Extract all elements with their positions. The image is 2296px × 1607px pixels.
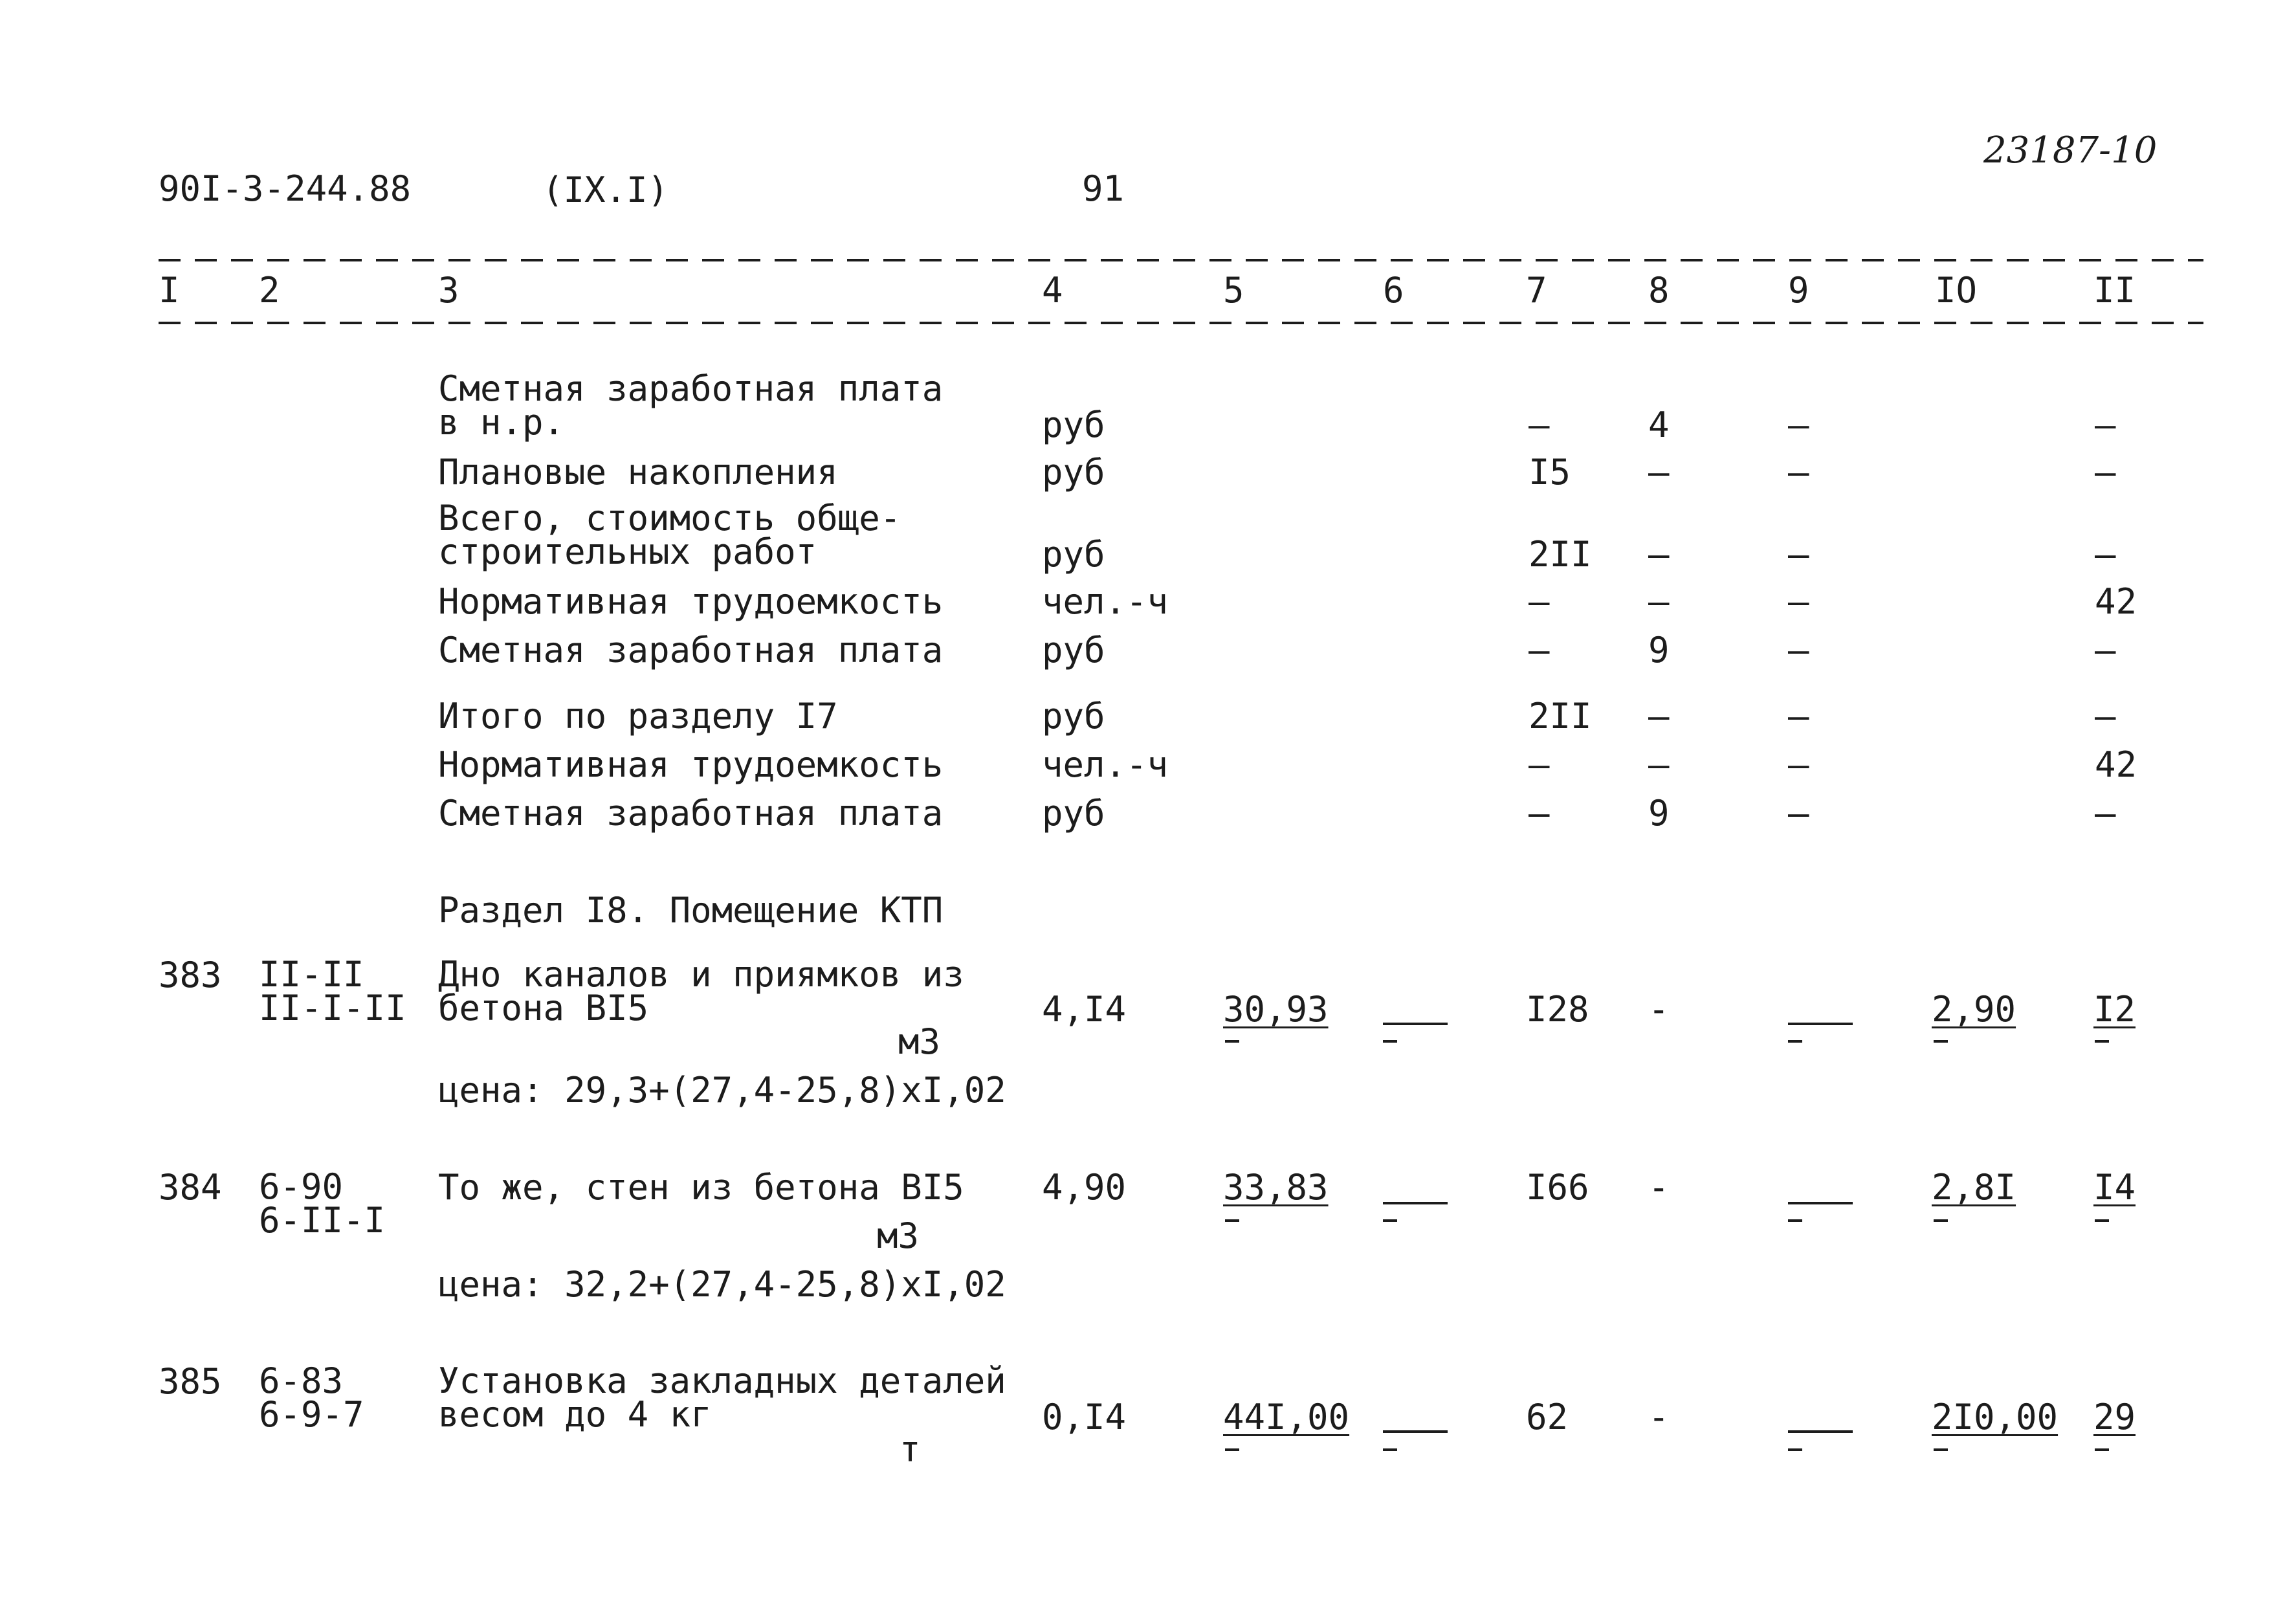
row-col9: – xyxy=(1788,630,1809,671)
item-number: 385 xyxy=(159,1361,222,1402)
row-col9: – xyxy=(1788,581,1809,622)
section-code: (IX.I) xyxy=(542,170,669,210)
labor-sub-mark xyxy=(1934,1040,1948,1043)
labor-total-sub-mark xyxy=(2095,1040,2109,1043)
item-labor-total: 29 xyxy=(2093,1397,2136,1437)
header-rule-top xyxy=(159,259,2203,261)
page-number: 91 xyxy=(1082,168,1125,209)
row-col9: – xyxy=(1788,405,1809,445)
col6-sub-mark xyxy=(1383,1219,1397,1222)
row-col11: – xyxy=(2095,452,2116,493)
item-labor-total: I4 xyxy=(2093,1167,2136,1208)
item-col8: - xyxy=(1648,989,1670,1030)
col-header-1: I xyxy=(159,270,180,311)
row-name: Плановые накопления xyxy=(438,452,838,493)
col9-sub-mark xyxy=(1788,1219,1802,1222)
row-name: Сметная заработная плата xyxy=(438,793,944,834)
item-description: То же, стен из бетона BI5 xyxy=(438,1167,964,1208)
item-price-formula: цена: 29,3+(27,4-25,8)xI,02 xyxy=(438,1070,1006,1111)
col9-sub-mark xyxy=(1788,1040,1802,1043)
col6-blank-mark xyxy=(1383,1023,1448,1025)
item-total-cost: I28 xyxy=(1526,989,1589,1030)
row-col9: – xyxy=(1788,452,1809,493)
labor-total-sub-mark xyxy=(2095,1448,2109,1451)
row-col11: – xyxy=(2095,405,2116,445)
item-unit: м3 xyxy=(898,1021,941,1062)
col6-sub-mark xyxy=(1383,1040,1397,1043)
row-col7: – xyxy=(1529,793,1550,834)
item-total-cost: I66 xyxy=(1526,1167,1589,1208)
labor-sub-mark xyxy=(1934,1219,1948,1222)
item-code: 6-83 6-9-7 xyxy=(259,1360,364,1435)
row-col7: – xyxy=(1529,581,1550,622)
item-labor-unit: 2,8I xyxy=(1932,1167,2016,1208)
col-header-3: 3 xyxy=(438,270,459,311)
row-col9: – xyxy=(1788,696,1809,737)
col9-sub-mark xyxy=(1788,1448,1802,1451)
row-col8: – xyxy=(1648,452,1670,493)
row-col8: – xyxy=(1648,581,1670,622)
col-header-10: IO xyxy=(1935,270,1978,311)
item-number: 383 xyxy=(159,955,222,995)
col6-sub-mark xyxy=(1383,1448,1397,1451)
item-col8: - xyxy=(1648,1397,1670,1437)
row-col11: – xyxy=(2095,793,2116,834)
item-unit-cost: 30,93 xyxy=(1223,989,1329,1030)
cost-sub-mark xyxy=(1225,1219,1239,1222)
col-header-5: 5 xyxy=(1223,270,1244,311)
row-col7: I5 xyxy=(1529,452,1571,493)
row-col8: – xyxy=(1648,696,1670,737)
item-code: II-II II-I-II xyxy=(259,954,406,1028)
row-unit: руб xyxy=(1042,630,1105,671)
row-col9: – xyxy=(1788,744,1809,785)
row-name: Сметная заработная плата xyxy=(438,630,944,671)
row-col7: – xyxy=(1529,630,1550,671)
item-labor-unit: 2I0,00 xyxy=(1932,1397,2059,1437)
col-header-9: 9 xyxy=(1788,270,1809,311)
col-header-4: 4 xyxy=(1042,270,1063,311)
item-quantity: 4,I4 xyxy=(1042,989,1127,1030)
col9-blank-mark xyxy=(1788,1430,1853,1433)
labor-sub-mark xyxy=(1934,1448,1948,1451)
row-name: Итого по разделу I7 xyxy=(438,696,838,737)
item-labor-total: I2 xyxy=(2093,989,2136,1030)
doc-code: 90I-3-244.88 xyxy=(159,168,412,209)
labor-total-sub-mark xyxy=(2095,1219,2109,1222)
cost-sub-mark xyxy=(1225,1448,1239,1451)
item-unit-cost: 33,83 xyxy=(1223,1167,1329,1208)
row-unit: руб xyxy=(1042,405,1105,445)
row-col7: 2II xyxy=(1529,534,1592,575)
col-header-8: 8 xyxy=(1648,270,1670,311)
row-col7: 2II xyxy=(1529,696,1592,737)
row-col8: – xyxy=(1648,744,1670,785)
col-header-11: II xyxy=(2093,270,2136,311)
row-col11: – xyxy=(2095,534,2116,575)
row-name: Всего, стоимость обще- строительных работ xyxy=(438,498,901,572)
item-unit-cost: 44I,00 xyxy=(1223,1397,1350,1437)
item-unit: м3 xyxy=(877,1215,920,1256)
row-unit: руб xyxy=(1042,452,1105,493)
item-description: Установка закладных деталей весом до 4 кг xyxy=(438,1360,1006,1435)
item-code: 6-90 6-II-I xyxy=(259,1166,386,1241)
row-col8: 9 xyxy=(1648,630,1670,671)
row-col9: – xyxy=(1788,534,1809,575)
row-col7: – xyxy=(1529,744,1550,785)
col-header-6: 6 xyxy=(1383,270,1404,311)
row-col8: 9 xyxy=(1648,793,1670,834)
item-quantity: 0,I4 xyxy=(1042,1397,1127,1437)
col6-blank-mark xyxy=(1383,1202,1448,1204)
item-price-formula: цена: 32,2+(27,4-25,8)xI,02 xyxy=(438,1264,1006,1305)
row-col9: – xyxy=(1788,793,1809,834)
row-unit: руб xyxy=(1042,534,1105,575)
row-col11: 42 xyxy=(2095,581,2137,622)
col9-blank-mark xyxy=(1788,1023,1853,1025)
item-labor-unit: 2,90 xyxy=(1932,989,2016,1030)
item-unit: т xyxy=(900,1429,921,1470)
item-total-cost: 62 xyxy=(1526,1397,1569,1437)
item-number: 384 xyxy=(159,1167,222,1208)
row-col7: – xyxy=(1529,405,1550,445)
row-col8: – xyxy=(1648,534,1670,575)
row-unit: руб xyxy=(1042,696,1105,737)
col9-blank-mark xyxy=(1788,1202,1853,1204)
row-unit: руб xyxy=(1042,793,1105,834)
col6-blank-mark xyxy=(1383,1430,1448,1433)
archive-stamp: 23187-10 xyxy=(1983,129,2158,172)
col-header-2: 2 xyxy=(259,270,280,311)
item-quantity: 4,90 xyxy=(1042,1167,1127,1208)
cost-sub-mark xyxy=(1225,1040,1239,1043)
header-rule-bottom xyxy=(159,322,2203,324)
row-name: Нормативная трудоемкость xyxy=(438,581,944,622)
row-col8: 4 xyxy=(1648,405,1670,445)
row-unit: чел.-ч xyxy=(1042,581,1169,622)
row-col11: 42 xyxy=(2095,744,2137,785)
item-col8: - xyxy=(1648,1167,1670,1208)
row-name: Нормативная трудоемкость xyxy=(438,744,944,785)
col-header-7: 7 xyxy=(1526,270,1547,311)
row-col11: – xyxy=(2095,630,2116,671)
row-name: Сметная заработная плата в н.р. xyxy=(438,368,944,443)
row-col11: – xyxy=(2095,696,2116,737)
item-description: Дно каналов и приямков из бетона BI5 xyxy=(438,954,964,1028)
section-title: Раздел I8. Помещение КТП xyxy=(438,890,944,931)
row-unit: чел.-ч xyxy=(1042,744,1169,785)
